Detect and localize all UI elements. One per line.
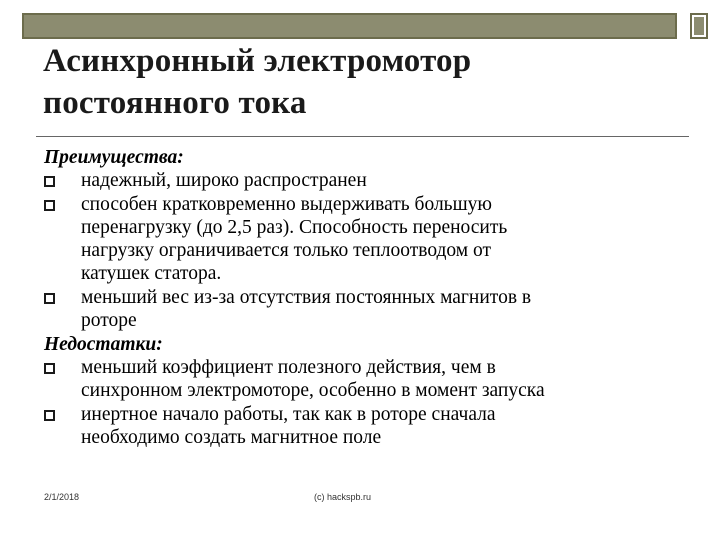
- list-item-text: перенагрузку (до 2,5 раз). Способность переносить: [81, 217, 508, 238]
- list-item-text: меньший вес из-за отсутствия постоянных магнитов в: [81, 287, 532, 308]
- advantages-heading: Преимущества:: [44, 147, 184, 168]
- hollow-square-bullet-icon: [44, 176, 55, 187]
- slide-title-line-1: Асинхронный электромотор: [43, 43, 472, 79]
- list-item-text: инертное начало работы, так как в роторе сначала: [81, 404, 496, 425]
- list-item-text: необходимо создать магнитное поле: [81, 427, 382, 448]
- list-item-text: нагрузку ограничивается только теплоотводом от: [81, 240, 492, 261]
- hollow-square-bullet-icon: [44, 363, 55, 374]
- list-item: [44, 169, 684, 192]
- hollow-square-bullet-icon: [44, 200, 55, 211]
- footer-date: 2/1/2018: [44, 492, 80, 502]
- slide-body: [44, 146, 684, 450]
- list-item-text: роторе: [81, 310, 137, 331]
- list-item-text: катушек статора.: [81, 263, 222, 284]
- list-item-text: синхронном электромоторе, особенно в момент запуска: [81, 380, 545, 401]
- list-item: [44, 356, 684, 402]
- list-item: [44, 193, 684, 285]
- disadvantages-heading: Недостатки:: [44, 334, 163, 355]
- slide-title: [43, 40, 471, 124]
- hollow-square-bullet-icon: [44, 293, 55, 304]
- corner-accent-square: [690, 13, 708, 39]
- list-item-text: меньший коэффициент полезного действия, чем в: [81, 357, 496, 378]
- title-divider: [36, 136, 689, 137]
- list-item: [44, 403, 684, 449]
- hollow-square-bullet-icon: [44, 410, 55, 421]
- list-item-text: надежный, широко распространен: [81, 170, 367, 191]
- list-item-text: способен кратковременно выдерживать большую: [81, 194, 492, 215]
- advantages-list: [44, 169, 684, 332]
- disadvantages-list: [44, 356, 684, 449]
- top-accent-bar: [22, 13, 677, 39]
- slide-title-line-2: постоянного тока: [43, 85, 307, 121]
- list-item: [44, 286, 684, 332]
- footer-source: (c) hackspb.ru: [314, 492, 372, 502]
- corner-accent-fill: [694, 17, 704, 35]
